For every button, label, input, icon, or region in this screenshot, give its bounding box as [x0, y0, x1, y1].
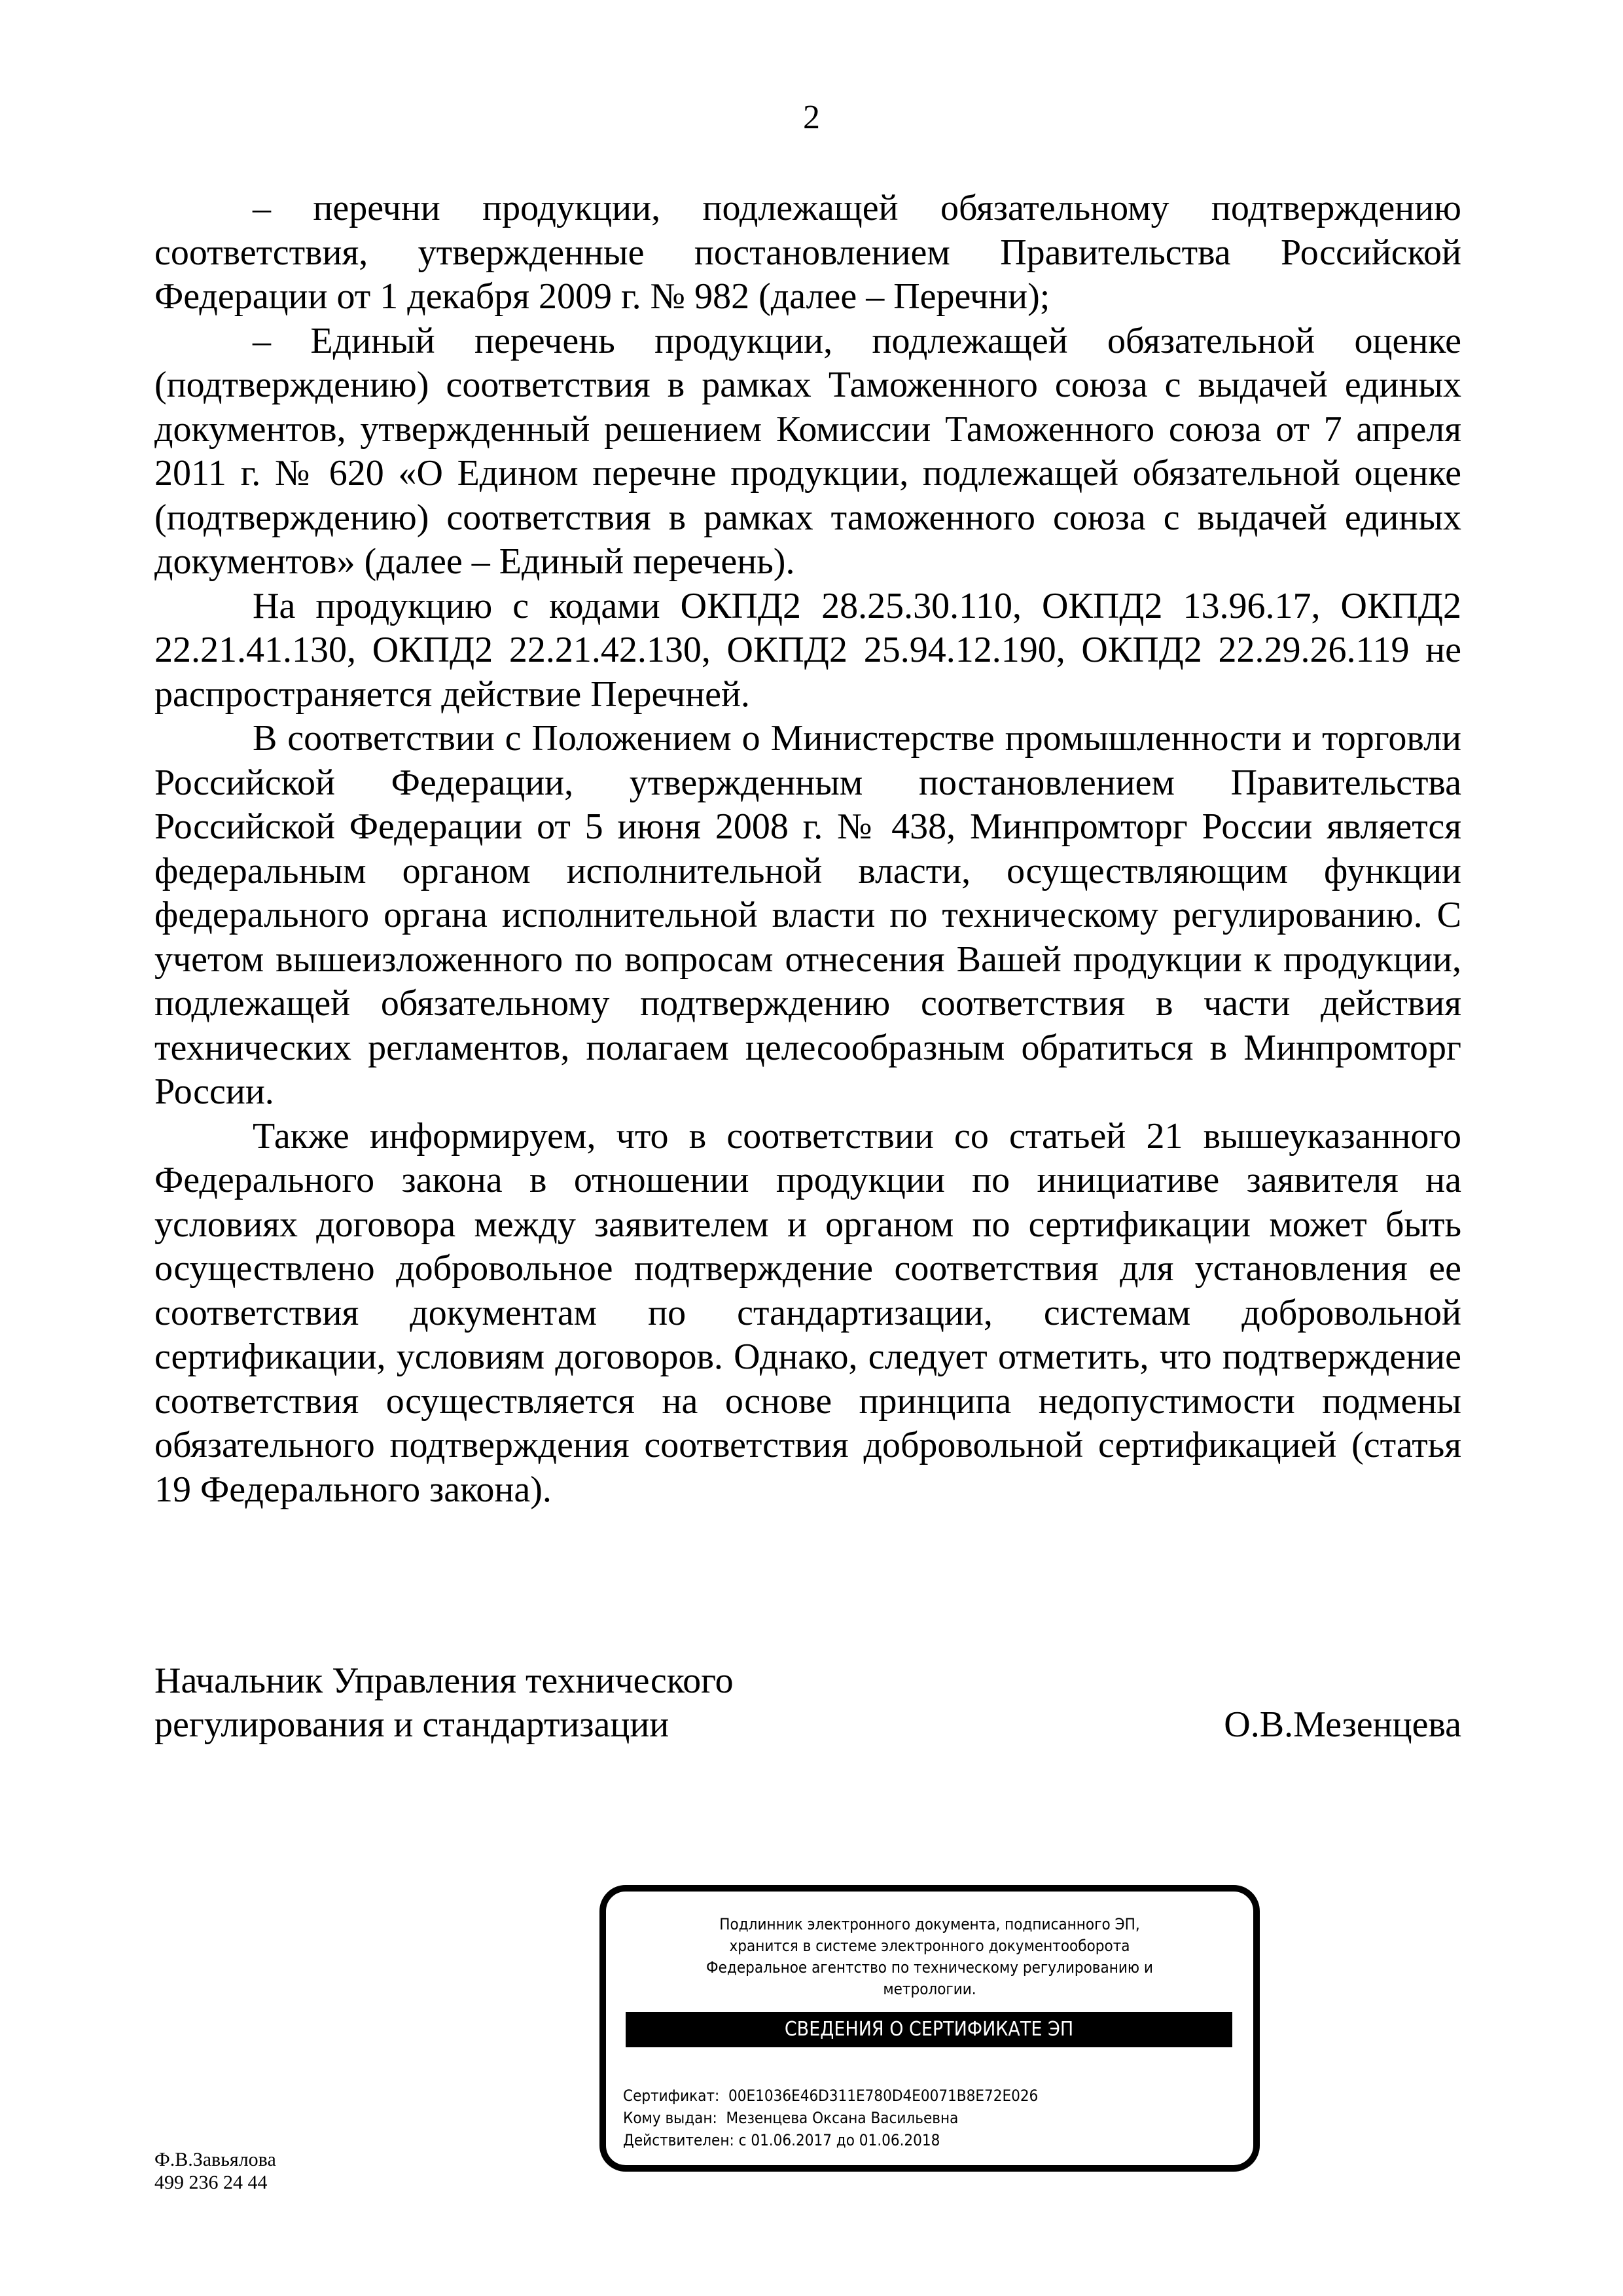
- signatory-title-line2: регулирования и стандартизации: [154, 1704, 669, 1745]
- letter-body: [154, 187, 1461, 1512]
- stamp-header-line: Подлинник электронного документа, подписанного ЭП,: [719, 1915, 1140, 1933]
- signatory-name: О.В.Мезенцева: [1224, 1704, 1461, 1745]
- issued-to-value: Мезенцева Оксана Васильевна: [726, 2109, 959, 2127]
- executor-phone: 499 236 24 44: [154, 2172, 268, 2193]
- certificate-label: Сертификат:: [623, 2087, 720, 2105]
- issued-to-label: Кому выдан:: [623, 2109, 717, 2127]
- paragraph-edinyi-perechen: – Единый перечень продукции, подлежащей обязательной оценке (подтверждению) соответствия в рамках Таможенного союза с выдачей единых документов, утвержденный решением Комиссии Таможенного союза от 7 апреля 2011 г. № 620 «О Едином перечне продукции, подлежащей обязательной оценке (подтверждению) соответствия в рамках таможенного союза с выдачей единых документов» (далее – Единый перечень).: [154, 320, 1461, 582]
- paragraph-minpromtorg: В соответствии с Положением о Министерстве промышленности и торговли Российской Федерации, утвержденным постановлением Правительства Российской Федерации от 5 июня 2008 г. № 438, Минпромторг России является федеральным органом исполнительной власти, осуществляющим функции федерального органа исполнительной власти по техническому регулированию. С учетом вышеизложенного по вопросам отнесения Вашей продукции к продукции, подлежащей обязательному подтверждению соответствия в части действия технических регламентов, полагаем целесообразным обратиться в Минпромторг России.: [154, 718, 1461, 1112]
- validity-label: Действителен:: [623, 2131, 734, 2149]
- stamp-header-line: метрологии.: [883, 1980, 976, 1998]
- paragraph-voluntary-certification: Также информируем, что в соответствии со статьей 21 вышеуказанного Федерального закона в отношении продукции по инициативе заявителя на условиях договора между заявителем и органом по сертификации может быть осуществлено добровольное подтверждение соответствия для установления ее соответствия документам по стандартизации, системам добровольной сертификации, условиям договоров. Однако, следует отметить, что подтверждение соответствия осуществляется на основе принципа недопустимости подмены обязательного подтверждения соответствия добровольной сертификацией (статья 19 Федерального закона).: [154, 1115, 1461, 1510]
- page-number: 2: [803, 99, 820, 136]
- paragraph-perechni: – перечни продукции, подлежащей обязательному подтверждению соответствия, утвержденные постановлением Правительства Российской Федерации от 1 декабря 2009 г. № 982 (далее – Перечни);: [154, 188, 1461, 317]
- stamp-certificate-details: [623, 2085, 1038, 2151]
- electronic-signature-stamp: [599, 1885, 1260, 2172]
- executor-name: Ф.В.Завьялова: [154, 2149, 276, 2170]
- stamp-header-line: Федеральное агентство по техническому регулированию и: [706, 1958, 1153, 1977]
- validity-row: [623, 2129, 1038, 2151]
- issued-to-row: [623, 2107, 1038, 2129]
- stamp-certificate-banner: СВЕДЕНИЯ О СЕРТИФИКАТЕ ЭП: [626, 2012, 1232, 2047]
- stamp-header: [606, 1914, 1253, 2000]
- executor-info: [154, 2148, 276, 2194]
- signatory-title-line1: Начальник Управления технического: [154, 1660, 734, 1701]
- certificate-row: [623, 2085, 1038, 2107]
- signature-block: [154, 1659, 1461, 1747]
- certificate-value: 00E1036E46D311E780D4E0071B8E72E026: [728, 2087, 1039, 2105]
- validity-value: с 01.06.2017 до 01.06.2018: [738, 2131, 940, 2149]
- paragraph-okpd2-codes: На продукцию с кодами ОКПД2 28.25.30.110, ОКПД2 13.96.17, ОКПД2 22.21.41.130, ОКПД2 22.21.42.130, ОКПД2 25.94.12.190, ОКПД2 22.29.26.119 не распространяется действие Перечней.: [154, 585, 1461, 715]
- stamp-header-line: хранится в системе электронного документооборота: [729, 1937, 1130, 1955]
